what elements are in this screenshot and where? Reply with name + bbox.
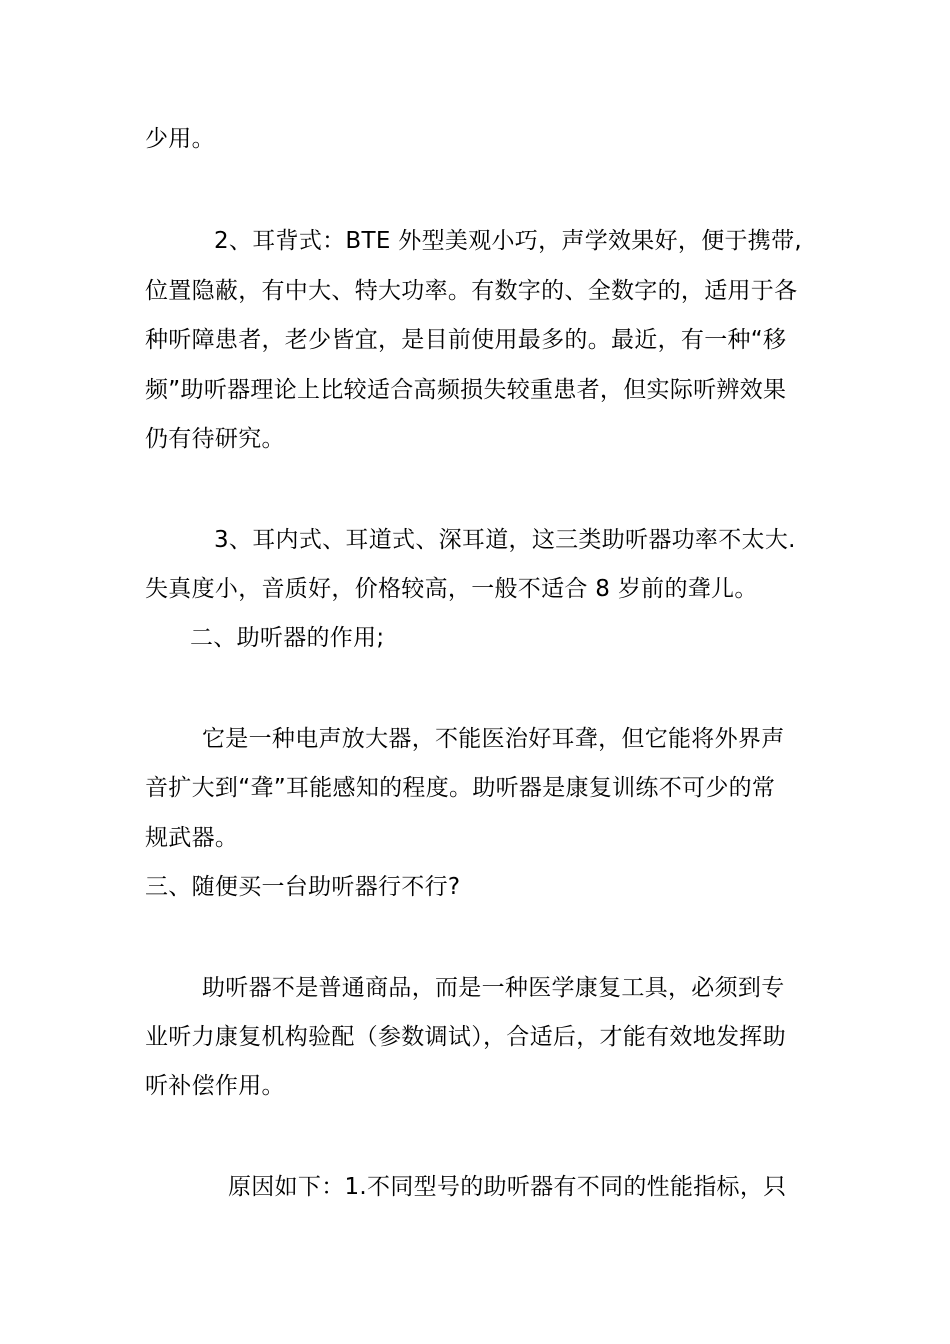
text-line: 位置隐蔽，有中大、特大功率。有数字的、全数字的，适用于各 <box>145 278 798 304</box>
paragraph-purchase-start: 助听器不是普通商品，而是一种医学康复工具，必须到专 <box>202 975 785 1001</box>
paragraph-bte-start: 2、耳背式：BTE 外型美观小巧，声学效果好，便于携带, <box>214 228 803 254</box>
paragraph-function-start: 它是一种电声放大器，不能医治好耳聋，但它能将外界声 <box>202 726 785 752</box>
text-line: 失真度小，音质好，价格较高，一般不适合 8 岁前的聋儿。 <box>145 576 758 602</box>
text-line: 听补偿作用。 <box>145 1073 285 1099</box>
text-line: 种听障患者，老少皆宜，是目前使用最多的。最近，有一种“移 <box>145 327 787 353</box>
text-line: 少用。 <box>145 126 215 152</box>
paragraph-in-ear-start: 3、耳内式、耳道式、深耳道，这三类助听器功率不太大. <box>214 527 796 553</box>
text-line: 仍有待研究。 <box>145 426 285 452</box>
text-line: 音扩大到“聋”耳能感知的程度。助听器是康复训练不可少的常 <box>145 775 776 801</box>
paragraph-reasons-start: 原因如下：1.不同型号的助听器有不同的性能指标，只 <box>228 1174 787 1200</box>
text-line: 规武器。 <box>145 825 239 851</box>
section-heading-purchase: 三、随便买一台助听器行不行? <box>145 874 461 900</box>
text-line: 频”助听器理论上比较适合高频损失较重患者，但实际听辨效果 <box>145 377 787 403</box>
text-line: 业听力康复机构验配（参数调试），合适后，才能有效地发挥助 <box>145 1024 786 1050</box>
section-heading-function: 二、助听器的作用; <box>190 625 385 651</box>
